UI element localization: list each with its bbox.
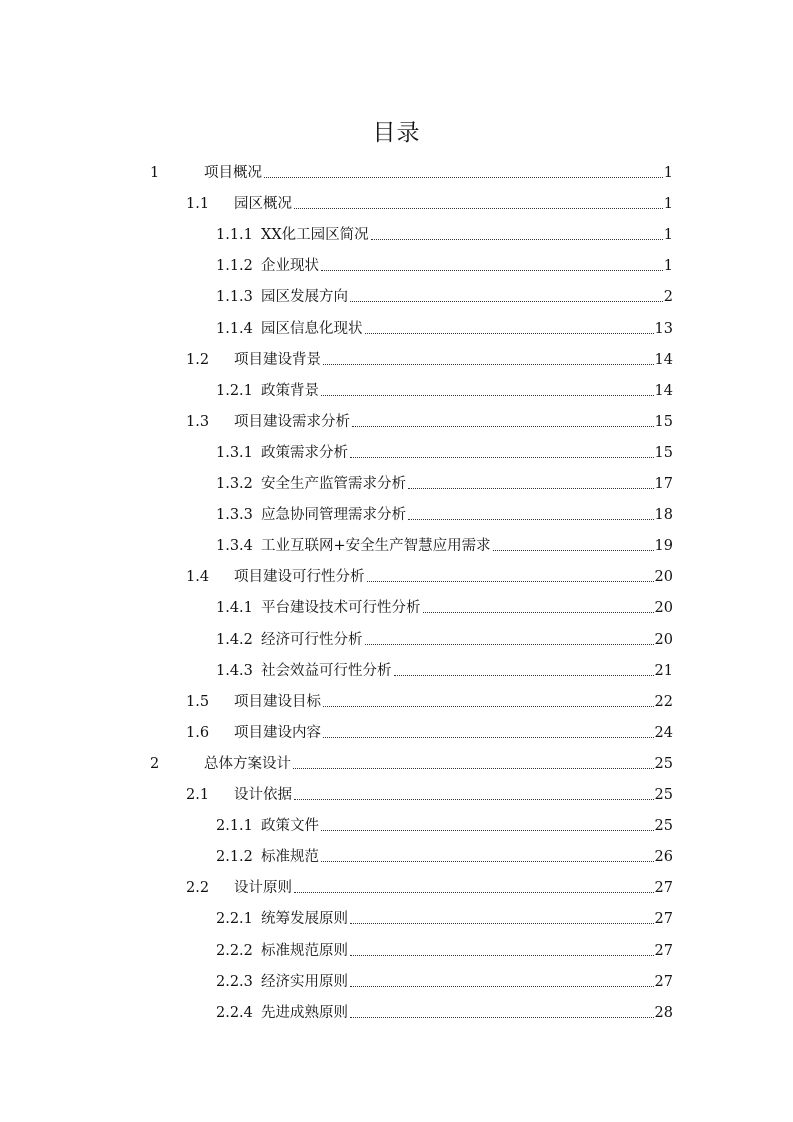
toc-entry-title: 项目建设目标 <box>234 693 321 710</box>
toc-entry-page-number: 1 <box>663 227 673 244</box>
toc-entry-number: 2.1.2 <box>216 849 253 866</box>
toc-entry-title: 工业互联网+安全生产智慧应用需求 <box>261 538 491 555</box>
dot-leader <box>350 300 663 302</box>
dot-leader <box>367 580 654 582</box>
toc-entry-title: 应急协同管理需求分析 <box>261 507 406 524</box>
toc-entry-title: 设计依据 <box>234 787 292 803</box>
toc-entry-number: 1.4.3 <box>216 662 253 679</box>
toc-entry-page-number: 20 <box>654 631 673 648</box>
toc-entry-page-number: 25 <box>654 755 673 772</box>
toc-entry-number: 1.1.1 <box>216 227 253 244</box>
toc-entry[interactable] <box>186 777 673 805</box>
toc-entry-title: 先进成熟原则 <box>261 1004 348 1021</box>
toc-entry-page-number: 27 <box>654 911 673 928</box>
toc-entry-page-number: 18 <box>654 507 673 524</box>
toc-entry-number: 2.2.4 <box>216 1004 253 1021</box>
dot-leader <box>350 985 654 987</box>
toc-entry-number: 1.2.1 <box>216 382 253 399</box>
dot-leader <box>371 238 663 240</box>
dot-leader <box>321 829 654 831</box>
toc-entry-page-number: 20 <box>654 569 673 586</box>
toc-entry-number: 1.3 <box>186 413 210 430</box>
toc-entry-page-number: 20 <box>654 600 673 617</box>
toc-entry[interactable] <box>216 622 673 650</box>
toc-entry[interactable] <box>186 684 673 712</box>
dot-leader <box>394 674 654 676</box>
toc-entry-number: 1.4.1 <box>216 600 253 617</box>
toc-entry-page-number: 25 <box>654 787 673 803</box>
toc-entry-number: 2.1 <box>186 787 210 803</box>
toc-entry-page-number: 2 <box>663 289 673 306</box>
toc-entry[interactable] <box>186 715 673 743</box>
toc-entry[interactable] <box>186 342 673 370</box>
toc-entry[interactable] <box>216 217 673 245</box>
dot-leader <box>352 425 654 427</box>
toc-entry-page-number: 17 <box>654 476 673 492</box>
toc-entry-title: 政策需求分析 <box>261 444 348 461</box>
toc-entry-page-number: 25 <box>654 818 673 835</box>
toc-entry-page-number: 1 <box>663 258 673 275</box>
toc-entry-number: 1.5 <box>186 693 210 710</box>
dot-leader <box>321 394 654 396</box>
dot-leader <box>350 954 654 956</box>
toc-entry[interactable] <box>216 248 673 276</box>
toc-entry-page-number: 14 <box>654 382 673 399</box>
toc-entry[interactable] <box>216 279 673 307</box>
dot-leader <box>350 456 654 458</box>
toc-entry-title: 项目建设可行性分析 <box>234 569 365 586</box>
dot-leader <box>294 891 654 893</box>
toc-entry[interactable] <box>216 901 673 929</box>
toc-entry-number: 2.2.1 <box>216 911 253 928</box>
toc-title: 目录 <box>372 120 421 146</box>
toc-entry[interactable] <box>150 746 673 774</box>
dot-leader <box>294 798 654 800</box>
toc-entry[interactable] <box>216 590 673 618</box>
toc-entry-title: 设计原则 <box>234 880 292 897</box>
toc-entry-number: 1.6 <box>186 724 210 741</box>
toc-entry-page-number: 13 <box>654 320 673 337</box>
toc-entry-title: 项目概况 <box>204 165 262 181</box>
dot-leader <box>264 176 663 178</box>
toc-entry-number: 1.1.3 <box>216 289 253 306</box>
toc-entry-page-number: 21 <box>654 662 673 679</box>
toc-entry-title: 标准规范 <box>261 849 319 866</box>
toc-entry-title: 园区发展方向 <box>261 289 348 306</box>
toc-entry[interactable] <box>186 870 673 898</box>
toc-entry-title: 园区信息化现状 <box>261 320 363 337</box>
dot-leader <box>321 269 663 271</box>
toc-entry[interactable] <box>216 373 673 401</box>
dot-leader <box>321 860 654 862</box>
toc-entry-number: 2.1.1 <box>216 818 253 835</box>
toc-entry[interactable] <box>216 466 673 494</box>
toc-entry[interactable] <box>186 186 673 214</box>
toc-entry[interactable] <box>186 559 673 587</box>
toc-entry-number: 1.3.1 <box>216 444 253 461</box>
toc-entry-number: 1.1.2 <box>216 258 253 275</box>
toc-entry[interactable] <box>216 964 673 992</box>
toc-entry-number: 2 <box>150 755 160 772</box>
dot-leader <box>423 611 654 613</box>
toc-entry-page-number: 19 <box>654 538 673 555</box>
toc-entry-number: 2.2 <box>186 880 210 897</box>
toc-entry-title: XX化工园区简况 <box>261 227 369 244</box>
toc-entry[interactable] <box>186 404 673 432</box>
toc-entry[interactable] <box>216 933 673 961</box>
toc-entry-number: 1.4.2 <box>216 631 253 648</box>
toc-entry-page-number: 27 <box>654 973 673 990</box>
toc-entry-title: 项目建设内容 <box>234 724 321 741</box>
toc-entry-title: 政策背景 <box>261 382 319 399</box>
dot-leader <box>408 518 654 520</box>
toc-entry-number: 2.2.3 <box>216 973 253 990</box>
toc-entry-title: 总体方案设计 <box>204 755 291 772</box>
toc-entry[interactable] <box>150 155 673 183</box>
dot-leader <box>350 922 654 924</box>
dot-leader <box>365 332 654 334</box>
toc-entry-page-number: 15 <box>654 444 673 461</box>
toc-entry-title: 政策文件 <box>261 818 319 835</box>
dot-leader <box>323 705 654 707</box>
toc-entry[interactable] <box>216 995 673 1023</box>
toc-entry[interactable] <box>216 808 673 836</box>
toc-entry-page-number: 27 <box>654 880 673 897</box>
toc-entry-title: 平台建设技术可行性分析 <box>261 600 421 617</box>
toc-entry-number: 1.1 <box>186 196 210 213</box>
dot-leader <box>323 736 654 738</box>
toc-entry-title: 社会效益可行性分析 <box>261 662 392 679</box>
toc-entry-title: 经济可行性分析 <box>261 631 363 648</box>
toc-entry-number: 1.3.3 <box>216 507 253 524</box>
toc-entry-title: 园区概况 <box>234 196 292 213</box>
dot-leader <box>365 643 654 645</box>
dot-leader <box>350 1016 654 1018</box>
toc-entry-page-number: 28 <box>654 1004 673 1021</box>
dot-leader <box>293 767 654 769</box>
toc-entry-page-number: 26 <box>654 849 673 866</box>
toc-entry-page-number: 22 <box>654 693 673 710</box>
toc-entry-number: 1 <box>150 165 160 181</box>
dot-leader <box>493 549 654 551</box>
toc-entry[interactable] <box>216 839 673 867</box>
toc-entry-number: 1.3.2 <box>216 476 253 492</box>
toc-entry-page-number: 1 <box>663 196 673 213</box>
toc-entry-page-number: 14 <box>654 351 673 368</box>
toc-entry-title: 企业现状 <box>261 258 319 275</box>
toc-entry-number: 1.3.4 <box>216 538 253 555</box>
toc-entry[interactable] <box>216 311 673 339</box>
toc-entry-title: 安全生产监管需求分析 <box>261 476 406 492</box>
toc-entry-number: 1.4 <box>186 569 210 586</box>
toc-entry-page-number: 27 <box>654 942 673 959</box>
toc-entry-title: 项目建设需求分析 <box>234 413 350 430</box>
toc-entry[interactable] <box>216 497 673 525</box>
toc-entry-title: 项目建设背景 <box>234 351 321 368</box>
toc-entry-page-number: 15 <box>654 413 673 430</box>
toc-entry[interactable] <box>216 435 673 463</box>
dot-leader <box>323 363 654 365</box>
toc-entry-title: 统筹发展原则 <box>261 911 348 928</box>
toc-entry-number: 1.1.4 <box>216 320 253 337</box>
toc-entry-number: 1.2 <box>186 351 210 368</box>
toc-entry-title: 经济实用原则 <box>261 973 348 990</box>
toc-entry[interactable] <box>216 528 673 556</box>
toc-entry[interactable] <box>216 653 673 681</box>
toc-entry-number: 2.2.2 <box>216 942 253 959</box>
toc-entry-title: 标准规范原则 <box>261 942 348 959</box>
toc-entry-page-number: 1 <box>663 165 673 181</box>
dot-leader <box>294 207 663 209</box>
dot-leader <box>408 487 654 489</box>
toc-entry-page-number: 24 <box>654 724 673 741</box>
